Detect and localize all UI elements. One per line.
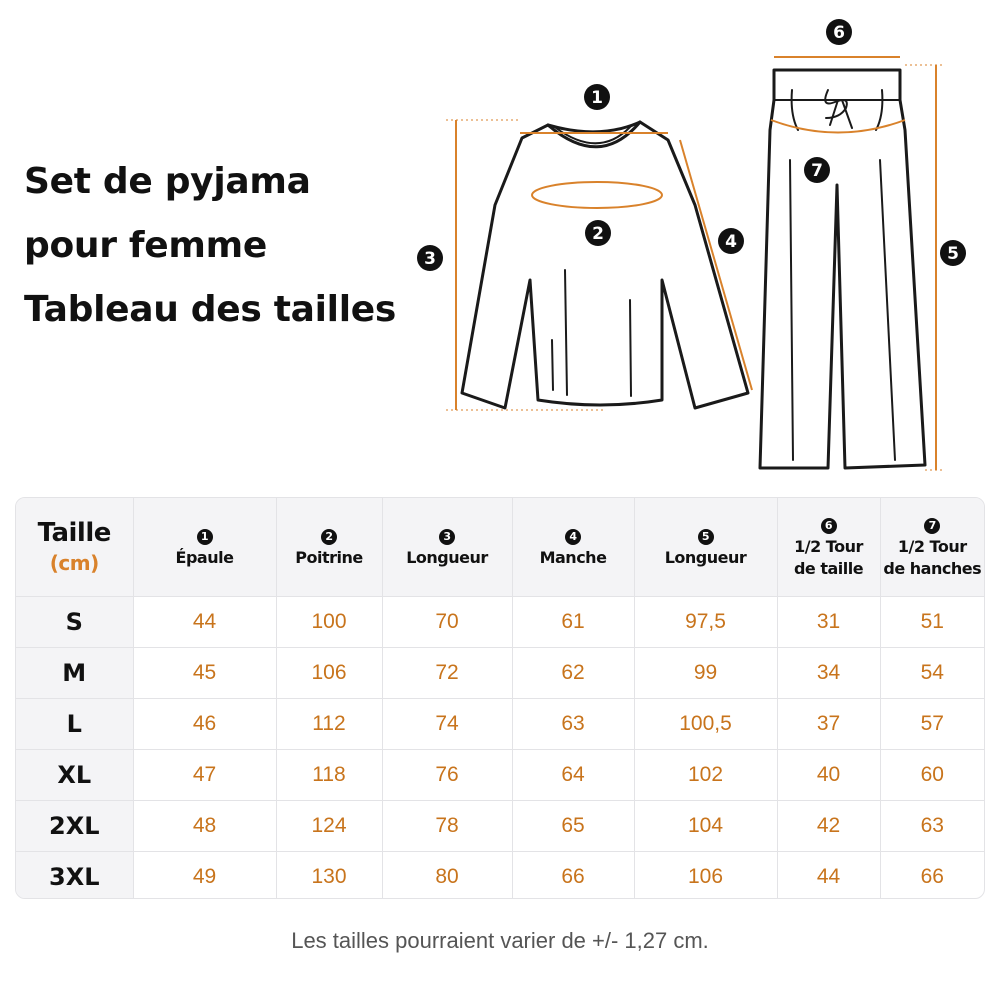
- measurement-cell: 106: [634, 852, 777, 900]
- measurement-cell: 44: [133, 597, 276, 648]
- svg-text:1: 1: [591, 88, 603, 108]
- title-line-3: Tableau des tailles: [24, 289, 397, 330]
- measurement-cell: 70: [382, 597, 512, 648]
- size-cell: L: [16, 699, 133, 750]
- badge-3: [417, 245, 443, 271]
- measurement-cell: 104: [634, 801, 777, 852]
- badge-2: [585, 220, 611, 246]
- measurement-cell: 65: [512, 801, 634, 852]
- svg-text:3: 3: [424, 249, 436, 269]
- measurement-cell: 99: [634, 648, 777, 699]
- table-row: [16, 750, 984, 801]
- measurement-cell: 66: [512, 852, 634, 900]
- measurement-cell: 51: [880, 597, 984, 648]
- size-header-label: Taille: [37, 518, 111, 548]
- size-cell: XL: [16, 750, 133, 801]
- measurement-cell: 60: [880, 750, 984, 801]
- measurement-cell: 64: [512, 750, 634, 801]
- column-header-pants-length: 5 Longueur: [634, 498, 777, 597]
- size-cell: 3XL: [16, 852, 133, 900]
- svg-text:7: 7: [811, 161, 823, 181]
- badge-icon: 6: [821, 518, 837, 534]
- measurement-cell: 112: [276, 699, 382, 750]
- measurement-cell: 40: [777, 750, 880, 801]
- column-header-top-length: 3 Longueur: [382, 498, 512, 597]
- measurement-cell: 66: [880, 852, 984, 900]
- measurement-cell: 130: [276, 852, 382, 900]
- badge-1: [584, 84, 610, 110]
- measurement-cell: 100,5: [634, 699, 777, 750]
- measurement-cell: 48: [133, 801, 276, 852]
- measurement-cell: 106: [276, 648, 382, 699]
- badge-6: [826, 19, 852, 45]
- badge-icon: 2: [321, 529, 337, 545]
- measurement-cell: 62: [512, 648, 634, 699]
- badge-icon: 7: [924, 518, 940, 534]
- badge-icon: 1: [197, 529, 213, 545]
- badge-icon: 5: [698, 529, 714, 545]
- badge-icon: 3: [439, 529, 455, 545]
- footnote: Les tailles pourraient varier de +/- 1,27 cm.: [291, 928, 709, 953]
- pants-illustration: [760, 70, 925, 468]
- title-line-2: pour femme: [24, 225, 267, 266]
- shirt-illustration: [462, 122, 748, 408]
- measurement-cell: 42: [777, 801, 880, 852]
- measurement-cell: 76: [382, 750, 512, 801]
- badge-4: [718, 228, 744, 254]
- unit-label: (cm): [49, 551, 99, 575]
- measurement-cell: 100: [276, 597, 382, 648]
- column-header-sleeve: 4 Manche: [512, 498, 634, 597]
- svg-text:6: 6: [833, 23, 845, 43]
- size-column-header: [16, 498, 133, 597]
- measurement-cell: 49: [133, 852, 276, 900]
- measurement-cell: 80: [382, 852, 512, 900]
- size-cell: S: [16, 597, 133, 648]
- svg-text:4: 4: [725, 232, 737, 252]
- measurement-cell: 78: [382, 801, 512, 852]
- column-header-chest: 2 Poitrine: [276, 498, 382, 597]
- table-row: [16, 648, 984, 699]
- measurement-cell: 74: [382, 699, 512, 750]
- column-header-half-waist: 6 1/2 Tour de taille: [777, 498, 880, 597]
- measurement-cell: 37: [777, 699, 880, 750]
- measurement-cell: 47: [133, 750, 276, 801]
- measurement-cell: 44: [777, 852, 880, 900]
- table-row: [16, 699, 984, 750]
- svg-text:2: 2: [592, 224, 604, 244]
- measurement-cell: 102: [634, 750, 777, 801]
- table-row: [16, 801, 984, 852]
- size-cell: M: [16, 648, 133, 699]
- column-header-shoulder: 1 Épaule: [133, 498, 276, 597]
- table-header-row: [16, 498, 984, 597]
- measurement-cell: 31: [777, 597, 880, 648]
- table-body: [16, 597, 984, 900]
- svg-text:5: 5: [947, 244, 959, 264]
- measurement-cell: 46: [133, 699, 276, 750]
- measurement-cell: 97,5: [634, 597, 777, 648]
- measurement-cell: 61: [512, 597, 634, 648]
- title-line-1: Set de pyjama: [24, 161, 311, 202]
- garment-illustration: [0, 0, 1000, 480]
- measurement-cell: 72: [382, 648, 512, 699]
- measurement-cell: 54: [880, 648, 984, 699]
- size-cell: 2XL: [16, 801, 133, 852]
- size-chart-table: [15, 497, 985, 899]
- measurement-cell: 63: [880, 801, 984, 852]
- measurement-cell: 57: [880, 699, 984, 750]
- column-header-half-hips: 7 1/2 Tour de hanches: [880, 498, 984, 597]
- table-row: [16, 852, 984, 900]
- measurement-cell: 45: [133, 648, 276, 699]
- badge-icon: 4: [565, 529, 581, 545]
- measurement-cell: 63: [512, 699, 634, 750]
- measurement-cell: 34: [777, 648, 880, 699]
- measurement-cell: 124: [276, 801, 382, 852]
- table-row: [16, 597, 984, 648]
- badge-7: [804, 157, 830, 183]
- badge-5: [940, 240, 966, 266]
- measurement-cell: 118: [276, 750, 382, 801]
